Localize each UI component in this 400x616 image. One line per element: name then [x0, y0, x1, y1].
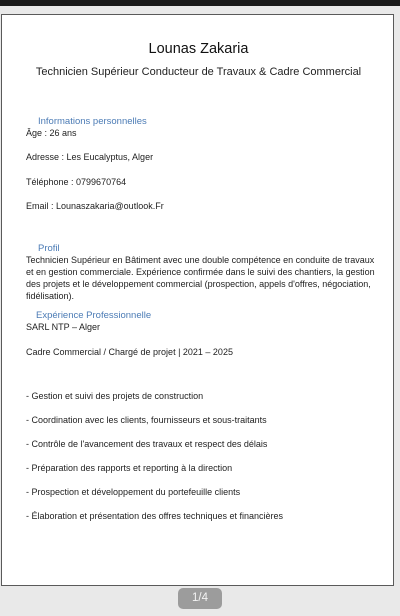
- section-heading-profile: Profil: [38, 243, 60, 254]
- experience-task: - Coordination avec les clients, fournisseurs et sous-traitants: [26, 415, 267, 425]
- experience-task: - Élaboration et présentation des offres techniques et financières: [26, 511, 283, 521]
- personal-address: Adresse : Les Eucalyptus, Alger: [26, 152, 154, 162]
- experience-task: - Prospection et développement du portefeuille clients: [26, 487, 241, 497]
- section-heading-experience: Expérience Professionnelle: [36, 310, 152, 321]
- personal-email: Email : Lounaszakaria@outlook.Fr: [26, 201, 164, 211]
- personal-phone: Téléphone : 0799670764: [26, 177, 127, 187]
- viewer-top-bar: [0, 0, 400, 6]
- cv-title: Technicien Supérieur Conducteur de Travaux & Cadre Commercial: [35, 66, 362, 78]
- experience-company: SARL NTP – Alger: [26, 322, 101, 332]
- personal-age: Âge : 26 ans: [26, 128, 77, 138]
- page-indicator[interactable]: 1/4: [178, 588, 222, 609]
- section-heading-personal: Informations personnelles: [38, 116, 147, 127]
- document-page: [1, 14, 394, 586]
- profile-text: Technicien Supérieur en Bâtiment avec une double compétence en conduite de travaux et en gestion commerciale. Expérience confirmée dans le suivi des chantiers, la gestion des projets et le développement commercial (prospection, appels d'offres, négociation, fidélisation).: [26, 255, 375, 301]
- experience-task: - Contrôle de l'avancement des travaux et respect des délais: [26, 439, 268, 449]
- experience-task: - Préparation des rapports et reporting à la direction: [26, 463, 233, 473]
- experience-task: - Gestion et suivi des projets de construction: [26, 391, 204, 401]
- experience-role: Cadre Commercial / Chargé de projet | 2021 – 2025: [26, 347, 233, 357]
- cv-name: Lounas Zakaria: [148, 41, 249, 57]
